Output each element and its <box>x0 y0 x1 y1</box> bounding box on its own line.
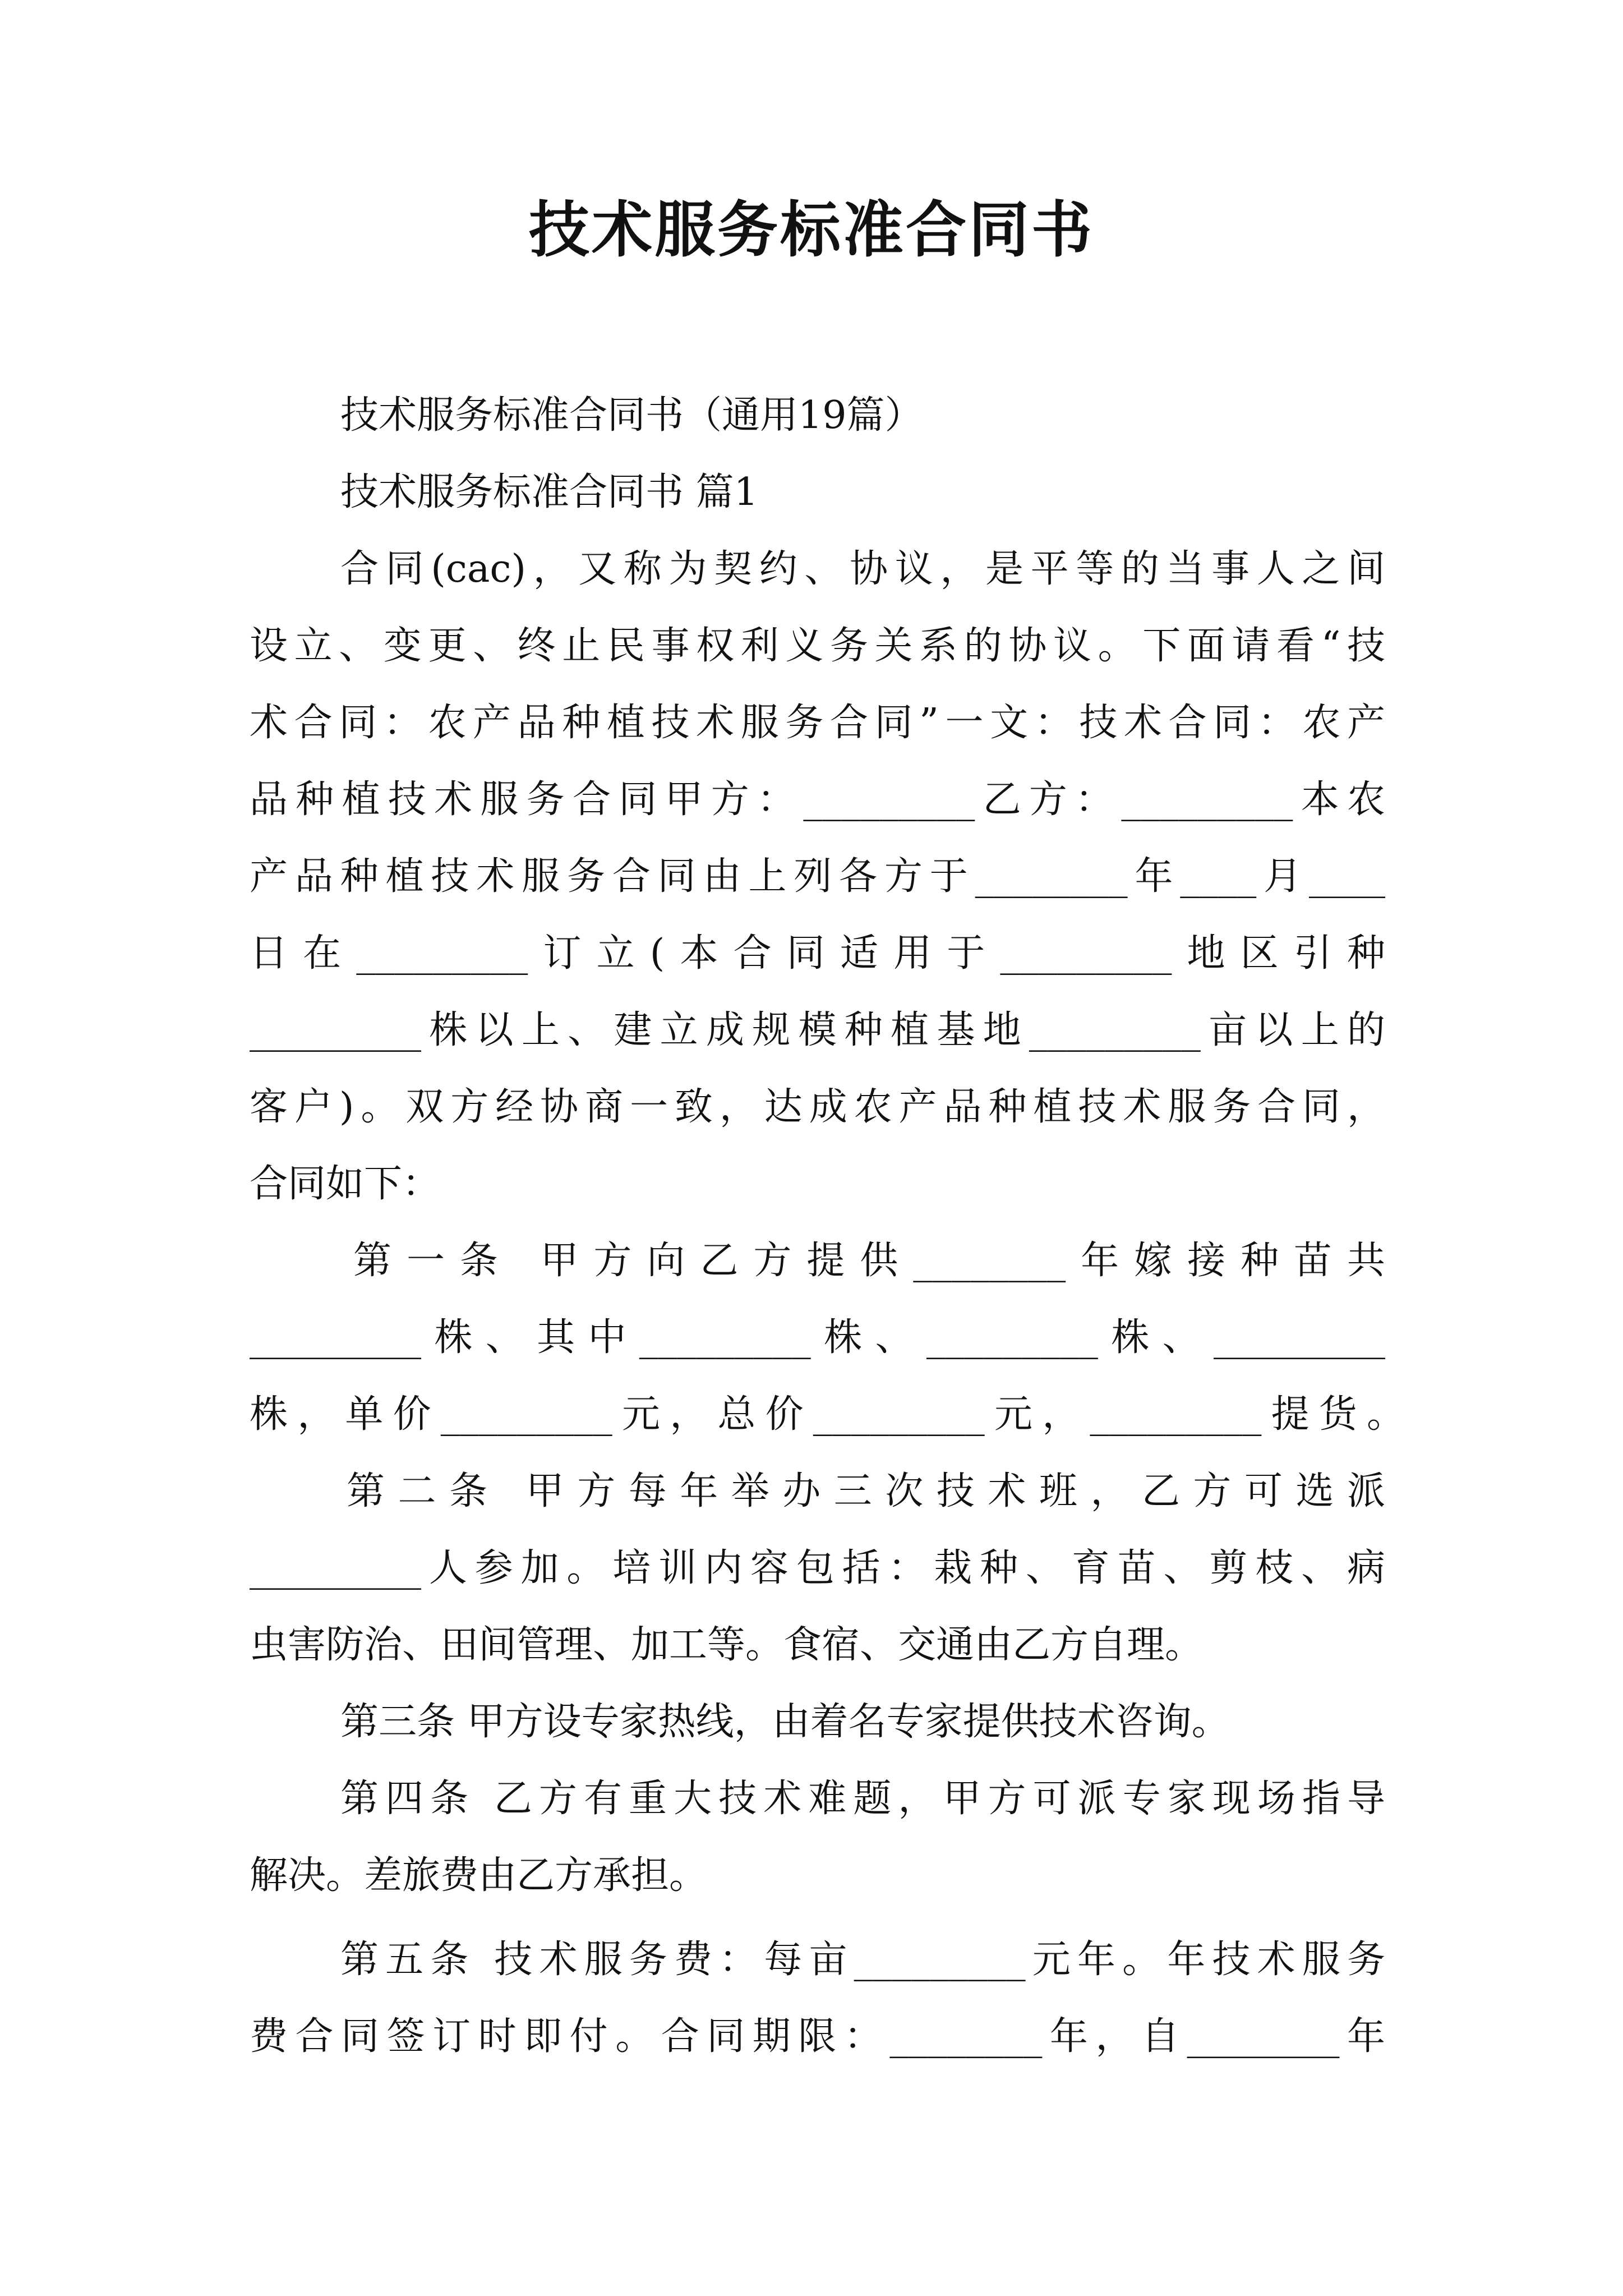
article-line: 第一条 甲方向乙方提供________年嫁接种苗共 <box>353 1239 1385 1283</box>
paragraph-line: 技术服务标准合同书（通用19篇） <box>340 393 923 438</box>
article-line: 第四条 乙方有重大技术难题，甲方可派专家现场指导 <box>340 1777 1385 1821</box>
article-line: _________株、其中_________株、_________株、_________ <box>250 1315 1385 1360</box>
article-line: 第三条 甲方设专家热线，由着名专家提供技术咨询。 <box>340 1700 1230 1744</box>
paragraph-line: 设立、变更、终止民事权利义务关系的协议。下面请看“技 <box>250 624 1385 668</box>
paragraph-line: 术合同：农产品种植技术服务合同”一文：技术合同：农产 <box>250 701 1385 745</box>
article-line: 第五条 技术服务费：每亩_________元年。年技术服务 <box>340 1938 1385 1982</box>
paragraph-line: 客户)。双方经协商一致，达成农产品种植技术服务合同， <box>250 1085 1385 1129</box>
paragraph-line: 技术服务标准合同书 篇1 <box>340 470 758 514</box>
paragraph-line: 日在_________订立(本合同适用于_________地区引种 <box>250 931 1385 976</box>
article-line: 解决。差旅费由乙方承担。 <box>250 1853 708 1898</box>
paragraph-line: _________株以上、建立成规模种植基地_________亩以上的 <box>250 1008 1385 1052</box>
paragraph-line: 合同(cac)，又称为契约、协议，是平等的当事人之间 <box>340 547 1385 591</box>
paragraph-line: 合同如下： <box>250 1162 441 1206</box>
document-title: 技术服务标准合同书 <box>528 195 1094 265</box>
article-line: 第二条 甲方每年举办三次技术班，乙方可选派 <box>347 1469 1385 1513</box>
paragraph-line: 产品种植技术服务合同由上列各方于________年____月____ <box>250 854 1385 899</box>
article-line: _________人参加。培训内容包括：栽种、育苗、剪枝、病 <box>250 1546 1385 1590</box>
article-line: 虫害防治、田间管理、加工等。食宿、交通由乙方自理。 <box>250 1623 1204 1667</box>
paragraph-line: 品种植技术服务合同甲方：_________乙方：_________本农 <box>250 777 1385 822</box>
article-line: 费合同签订时即付。合同期限：________年，自________年 <box>250 2014 1385 2059</box>
article-line: 株，单价_________元，总价_________元，_________提货。 <box>250 1392 1405 1437</box>
